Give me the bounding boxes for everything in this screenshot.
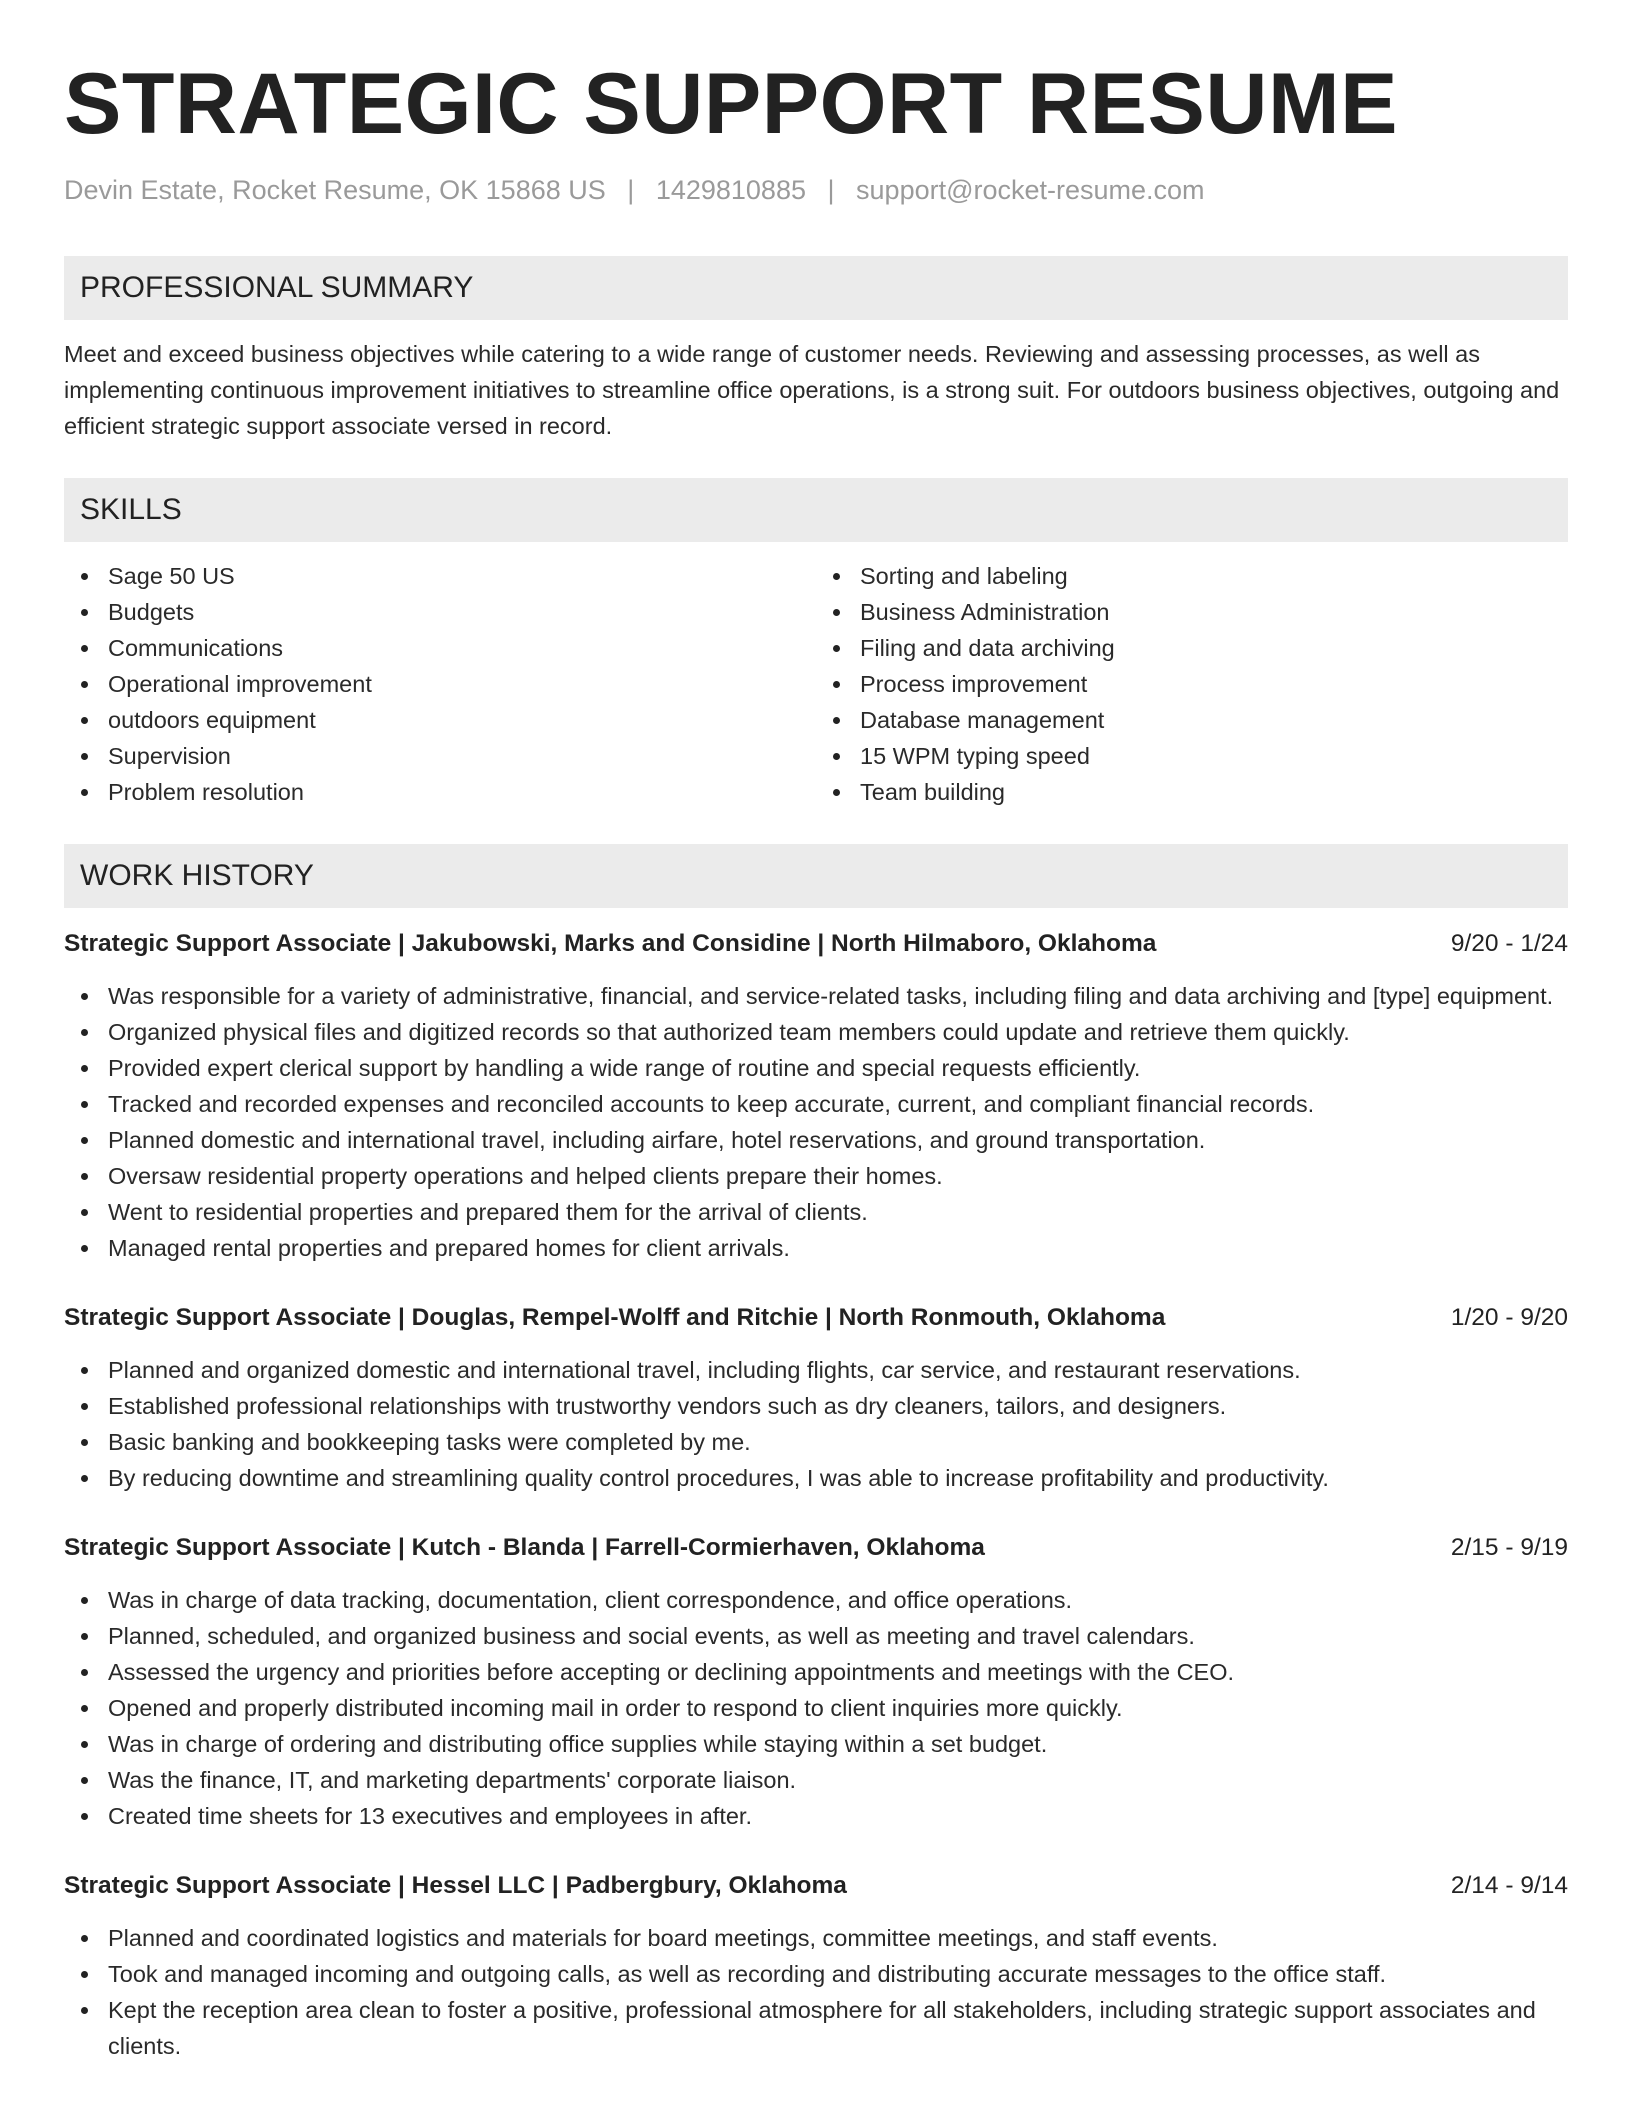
job-bullet: Assessed the urgency and priorities before accepting or declining appointments and meetings with the CEO. xyxy=(64,1654,1568,1690)
job-bullet: Established professional relationships with trustworthy vendors such as dry cleaners, tailors, and designers. xyxy=(64,1388,1568,1424)
job-bullet: Planned, scheduled, and organized business and social events, as well as meeting and travel calendars. xyxy=(64,1618,1568,1654)
skill-item: Business Administration xyxy=(816,594,1568,630)
job-bullet: Planned domestic and international travel, including airfare, hotel reservations, and ground transportation. xyxy=(64,1122,1568,1158)
job-title: Strategic Support Associate | Kutch - Blanda | Farrell-Cormierhaven, Oklahoma xyxy=(64,1534,985,1561)
job-title: Strategic Support Associate | Jakubowski, Marks and Considine | North Hilmaboro, Oklahoma xyxy=(64,930,1157,957)
job-entry xyxy=(64,1530,1568,1834)
job-bullets xyxy=(64,1352,1568,1496)
job-bullet: Planned and coordinated logistics and materials for board meetings, committee meetings, and staff events. xyxy=(64,1920,1568,1956)
skill-item: Process improvement xyxy=(816,666,1568,702)
job-header xyxy=(64,926,1568,962)
job-title: Strategic Support Associate | Hessel LLC | Padbergbury, Oklahoma xyxy=(64,1872,847,1899)
contact-separator: | xyxy=(827,175,835,205)
section-heading-summary: PROFESSIONAL SUMMARY xyxy=(64,256,1568,320)
contact-line xyxy=(64,172,1568,208)
job-bullet: Kept the reception area clean to foster a positive, professional atmosphere for all stakeholders, including strategic support associates and clients. xyxy=(64,1992,1568,2064)
skill-item: Filing and data archiving xyxy=(816,630,1568,666)
job-bullets xyxy=(64,978,1568,1266)
skill-item: Problem resolution xyxy=(64,774,816,810)
skill-item: Budgets xyxy=(64,594,816,630)
skill-item: Communications xyxy=(64,630,816,666)
job-bullet: Was responsible for a variety of administrative, financial, and service-related tasks, including filing and data archiving and [type] equipment. xyxy=(64,978,1568,1014)
summary-text: Meet and exceed business objectives while catering to a wide range of customer needs. Reviewing and assessing processes, as well as implementing continuous improvement initiatives to streamline office operations, is a strong suit. For outdoors business objectives, outgoing and efficient strategic support associate versed in record. xyxy=(64,341,1560,439)
job-bullet: By reducing downtime and streamlining quality control procedures, I was able to increase profitability and productivity. xyxy=(64,1460,1568,1496)
section-heading-work-history: WORK HISTORY xyxy=(64,844,1568,908)
job-bullet: Oversaw residential property operations and helped clients prepare their homes. xyxy=(64,1158,1568,1194)
job-bullet: Took and managed incoming and outgoing calls, as well as recording and distributing accurate messages to the office staff. xyxy=(64,1956,1568,1992)
job-dates: 2/14 - 9/14 xyxy=(1450,1872,1568,1899)
job-bullet: Basic banking and bookkeeping tasks were completed by me. xyxy=(64,1424,1568,1460)
skill-item: Sorting and labeling xyxy=(816,558,1568,594)
section-heading-skills: SKILLS xyxy=(64,478,1568,542)
skill-item: Team building xyxy=(816,774,1568,810)
skill-item: Operational improvement xyxy=(64,666,816,702)
contact-separator: | xyxy=(627,175,635,205)
skills-list xyxy=(64,558,1568,810)
job-bullet: Was in charge of ordering and distributing office supplies while staying within a set budget. xyxy=(64,1726,1568,1762)
job-bullet: Planned and organized domestic and international travel, including flights, car service, and restaurant reservations. xyxy=(64,1352,1568,1388)
job-dates: 9/20 - 1/24 xyxy=(1450,930,1568,957)
job-bullet: Organized physical files and digitized records so that authorized team members could update and retrieve them quickly. xyxy=(64,1014,1568,1050)
skill-item: Database management xyxy=(816,702,1568,738)
job-header xyxy=(64,1868,1568,1904)
skill-item: 15 WPM typing speed xyxy=(816,738,1568,774)
resume-title: STRATEGIC SUPPORT RESUME xyxy=(64,56,1398,152)
job-entry xyxy=(64,1868,1568,2064)
job-bullet: Was the finance, IT, and marketing departments' corporate liaison. xyxy=(64,1762,1568,1798)
job-bullet: Created time sheets for 13 executives and employees in after. xyxy=(64,1798,1568,1834)
job-bullets xyxy=(64,1920,1568,2064)
skill-item: Supervision xyxy=(64,738,816,774)
job-entry xyxy=(64,1300,1568,1496)
job-bullet: Opened and properly distributed incoming mail in order to respond to client inquiries more quickly. xyxy=(64,1690,1568,1726)
skills-column-right xyxy=(816,558,1568,810)
job-bullet: Was in charge of data tracking, documentation, client correspondence, and office operations. xyxy=(64,1582,1568,1618)
job-entry xyxy=(64,926,1568,1266)
job-bullet: Tracked and recorded expenses and reconciled accounts to keep accurate, current, and compliant financial records. xyxy=(64,1086,1568,1122)
job-dates: 1/20 - 9/20 xyxy=(1450,1304,1568,1331)
contact-phone: 1429810885 xyxy=(655,175,806,205)
job-bullet: Managed rental properties and prepared homes for client arrivals. xyxy=(64,1230,1568,1266)
job-header xyxy=(64,1300,1568,1336)
job-header xyxy=(64,1530,1568,1566)
contact-address: Devin Estate, Rocket Resume, OK 15868 US xyxy=(64,175,606,205)
skill-item: outdoors equipment xyxy=(64,702,816,738)
skill-item: Sage 50 US xyxy=(64,558,816,594)
job-bullet: Went to residential properties and prepared them for the arrival of clients. xyxy=(64,1194,1568,1230)
job-bullets xyxy=(64,1582,1568,1834)
job-title: Strategic Support Associate | Douglas, Rempel-Wolff and Ritchie | North Ronmouth, Oklahoma xyxy=(64,1304,1166,1331)
job-bullet: Provided expert clerical support by handling a wide range of routine and special requests efficiently. xyxy=(64,1050,1568,1086)
contact-email[interactable]: support@rocket-resume.com xyxy=(856,175,1205,205)
job-dates: 2/15 - 9/19 xyxy=(1450,1534,1568,1561)
skills-column-left xyxy=(64,558,816,810)
